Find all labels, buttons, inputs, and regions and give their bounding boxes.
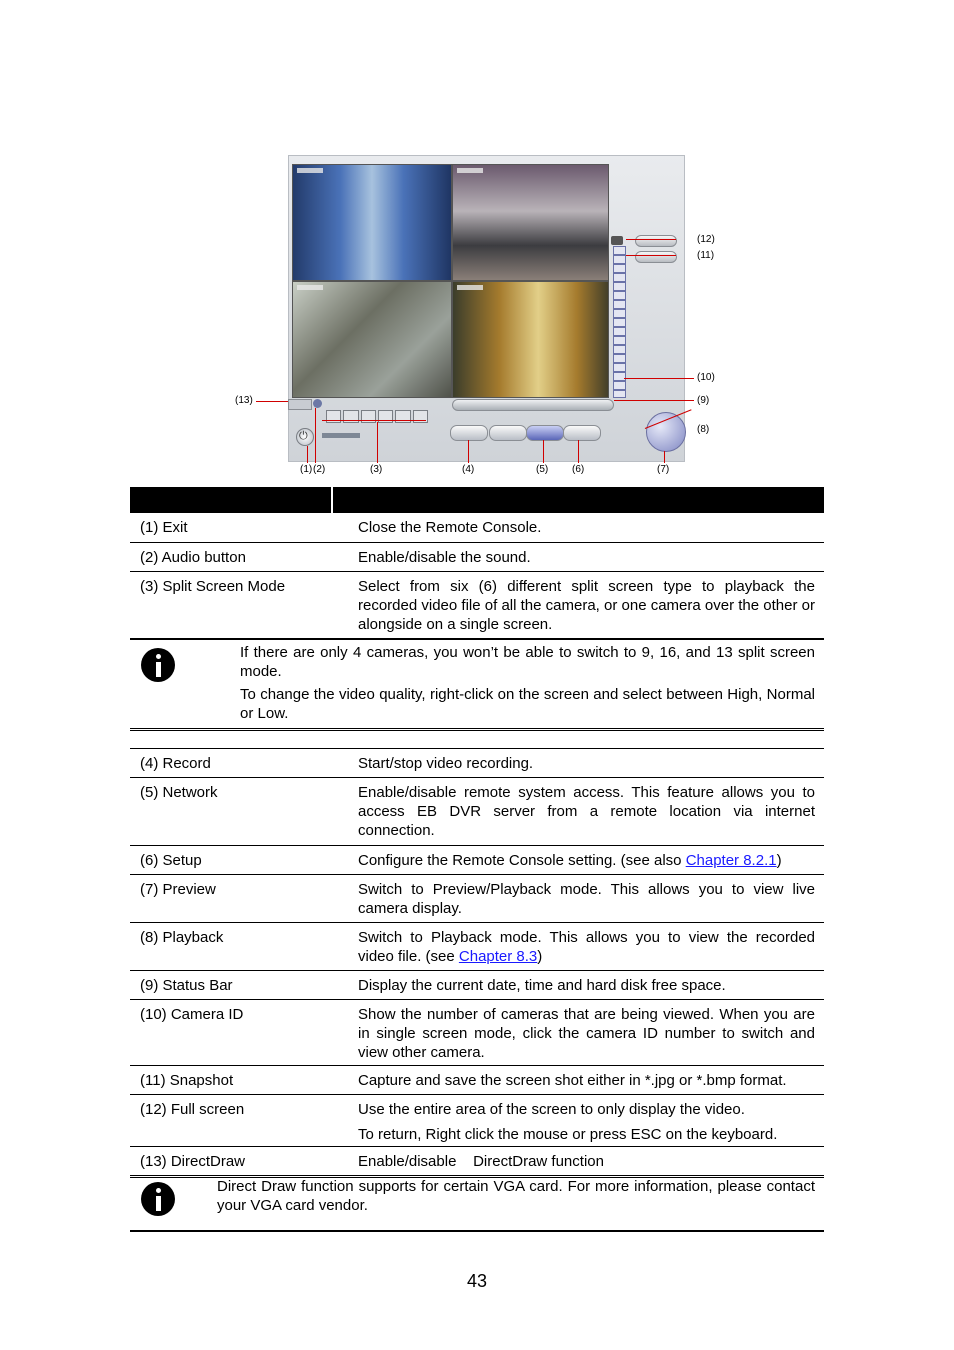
split-mode-2[interactable] xyxy=(343,410,358,423)
item-description: Enable/disable remote system access. This feature allows you to access EB DVR server from a remote location via internet connection. xyxy=(358,784,815,839)
callout-9: (9) xyxy=(697,395,710,406)
info-icon xyxy=(141,1182,175,1216)
desc-text: Switch to Playback mode. This allows you to view the recorded video file. (see xyxy=(358,929,815,965)
callout-7: (7) xyxy=(657,464,670,475)
exit-power-icon[interactable] xyxy=(296,428,314,446)
table-row-exit xyxy=(130,513,824,543)
function-table-part2 xyxy=(130,748,824,1178)
desc-line-2: To return, Right click the mouse or press ESC on the keyboard. xyxy=(358,1126,778,1143)
split-mode-6[interactable] xyxy=(413,410,428,423)
desc-text: Configure the Remote Console setting. (see also xyxy=(358,852,686,869)
speaker-icon xyxy=(611,236,623,245)
leader-11 xyxy=(626,255,676,256)
item-name: (7) Preview xyxy=(140,881,216,898)
note-line-1: If there are only 4 cameras, you won’t be able to switch to 9, 16, and 13 split screen mode. xyxy=(240,644,815,680)
leader-10 xyxy=(624,378,694,379)
camera-view-4 xyxy=(452,281,609,398)
chapter-link[interactable]: Chapter 8.2.1 xyxy=(685,852,777,869)
split-mode-4[interactable] xyxy=(378,410,393,423)
item-name: (9) Status Bar xyxy=(140,977,233,994)
table-row-preview xyxy=(130,875,824,923)
table-header-bar xyxy=(130,487,824,513)
fullscreen-button[interactable] xyxy=(635,235,677,247)
item-description: Enable/disable DirectDraw function xyxy=(358,1153,604,1170)
item-name: (13) DirectDraw xyxy=(140,1153,246,1170)
table-row-setup xyxy=(130,846,824,875)
preview-playback-dial[interactable] xyxy=(646,412,686,452)
directdraw-button[interactable] xyxy=(288,399,312,410)
camera-view-2 xyxy=(452,164,609,281)
note-line-2: To change the video quality, right-click on the screen and select between High, Normal or Low. xyxy=(240,686,815,722)
camera-view-1 xyxy=(292,164,452,281)
item-name: (1) Exit xyxy=(140,519,188,536)
info-note-1 xyxy=(130,640,824,731)
item-description: Select from six (6) different split screen type to playback the recorded video file of all the camera, or one camera over the other or alongside on a single screen. xyxy=(358,578,815,633)
setup-button[interactable] xyxy=(526,425,564,441)
note-text xyxy=(217,1177,815,1215)
leader-1 xyxy=(307,446,308,463)
table-row-audio xyxy=(130,543,824,572)
note-line: Direct Draw function supports for certain VGA card. For more information, please contact your VGA card vendor. xyxy=(217,1178,815,1214)
record-button[interactable] xyxy=(450,425,488,441)
leader-3-bracket xyxy=(322,420,426,421)
page-number: 43 xyxy=(466,1271,488,1291)
split-mode-3[interactable] xyxy=(361,410,376,423)
item-description xyxy=(358,1095,815,1151)
item-description xyxy=(358,846,815,877)
chapter-link[interactable]: Chapter 8.3 xyxy=(458,948,538,965)
item-description: Start/stop video recording. xyxy=(358,755,534,772)
callout-11: (11) xyxy=(697,250,715,261)
item-description: Enable/disable the sound. xyxy=(358,549,531,566)
callout-3: (3) xyxy=(370,464,383,475)
item-name: (8) Playback xyxy=(140,929,224,946)
callout-10: (10) xyxy=(697,372,715,383)
leader-12 xyxy=(626,239,676,240)
item-name: (6) Setup xyxy=(140,852,202,869)
table-row-status-bar xyxy=(130,971,824,1000)
table-row-network xyxy=(130,778,824,846)
table-row-split-screen xyxy=(130,572,824,640)
function-table-part1 xyxy=(130,513,824,640)
leader-13 xyxy=(256,401,288,402)
camera-id-strip[interactable] xyxy=(613,246,626,398)
callout-6: (6) xyxy=(572,464,585,475)
item-description: Capture and save the screen shot either in *.jpg or *.bmp format. xyxy=(358,1072,787,1089)
callout-1: (1) xyxy=(300,464,313,475)
item-description: Close the Remote Console. xyxy=(358,519,542,536)
snapshot-button[interactable] xyxy=(635,251,677,263)
remote-console-screenshot xyxy=(230,150,730,480)
item-description: Show the number of cameras that are being viewed. When you are in single screen mode, click the camera ID number to switch and view other camera. xyxy=(358,1006,815,1061)
leader-7 xyxy=(664,451,665,463)
item-name: (2) Audio button xyxy=(140,549,246,566)
item-name: (5) Network xyxy=(140,784,218,801)
item-name: (4) Record xyxy=(140,755,211,772)
status-bar xyxy=(452,399,614,411)
console-label xyxy=(322,433,360,438)
leader-2 xyxy=(315,408,316,463)
info-icon xyxy=(141,648,175,682)
network-button[interactable] xyxy=(489,425,527,441)
callout-2: (2) xyxy=(313,464,326,475)
leader-4 xyxy=(468,440,469,463)
callout-5: (5) xyxy=(536,464,549,475)
item-name: (10) Camera ID xyxy=(140,1006,244,1023)
leader-9 xyxy=(614,400,694,401)
item-description xyxy=(358,923,815,973)
info-note-2 xyxy=(130,1174,824,1232)
split-mode-1[interactable] xyxy=(326,410,341,423)
leader-3 xyxy=(377,422,378,463)
leader-6 xyxy=(578,440,579,463)
item-description: Switch to Preview/Playback mode. This allows you to view live camera display. xyxy=(358,881,815,917)
split-mode-5[interactable] xyxy=(395,410,410,423)
callout-8: (8) xyxy=(697,424,710,435)
table-row-playback xyxy=(130,923,824,971)
note-text xyxy=(240,643,815,723)
item-name: (3) Split Screen Mode xyxy=(140,578,286,595)
table-row-snapshot xyxy=(130,1066,824,1095)
desc-line-1: Use the entire area of the screen to only display the video. xyxy=(358,1101,745,1118)
table-row-full-screen xyxy=(130,1095,824,1147)
item-name: (12) Full screen xyxy=(140,1101,245,1118)
table-row-record xyxy=(130,749,824,778)
callout-4: (4) xyxy=(462,464,475,475)
leader-5 xyxy=(543,440,544,463)
desc-text: ) xyxy=(537,948,543,965)
item-name: (11) Snapshot xyxy=(140,1072,234,1089)
callout-12: (12) xyxy=(697,234,715,245)
callout-13: (13) xyxy=(235,395,253,406)
desc-text: ) xyxy=(776,852,782,869)
tool-button[interactable] xyxy=(563,425,601,441)
camera-view-3 xyxy=(292,281,452,398)
table-row-camera-id xyxy=(130,1000,824,1066)
audio-button[interactable] xyxy=(313,399,322,408)
item-description: Display the current date, time and hard disk free space. xyxy=(358,977,726,994)
